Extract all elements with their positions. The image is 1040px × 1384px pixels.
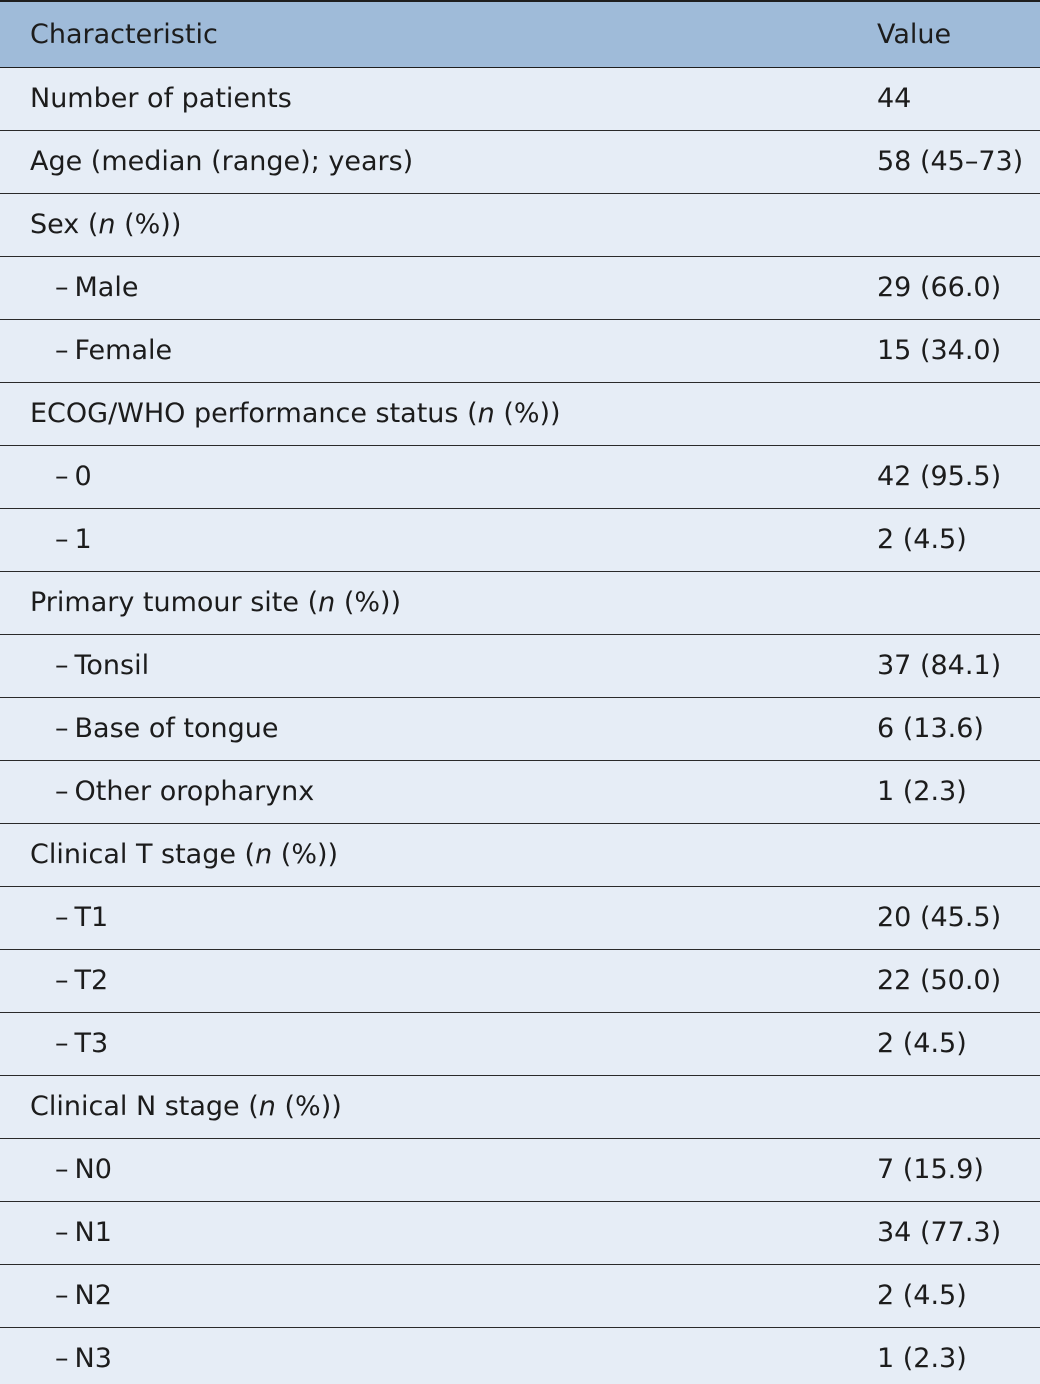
label-cell — [0, 67, 847, 130]
unit-suffix: (%)) — [335, 587, 402, 618]
sub-label-cell — [0, 508, 847, 571]
value-cell — [847, 823, 1040, 886]
row-label: Clinical T stage — [30, 839, 236, 870]
row-label: 1 — [74, 524, 92, 555]
unit-prefix: ( — [458, 398, 478, 429]
header-value: Value — [847, 1, 1040, 67]
row-label: Male — [74, 272, 139, 303]
row-label: Other oropharynx — [74, 776, 315, 807]
value-cell: 44 — [847, 67, 1040, 130]
table-row — [0, 193, 1040, 256]
table-row — [0, 256, 1040, 319]
row-label: 0 — [74, 461, 92, 492]
sub-label-cell — [0, 634, 847, 697]
row-label: Number of patients — [30, 83, 292, 114]
sub-label-cell — [0, 256, 847, 319]
dash-marker: – — [55, 335, 69, 366]
section-label-cell — [0, 571, 847, 634]
value-cell: 15 (34.0) — [847, 319, 1040, 382]
section-label-cell — [0, 193, 847, 256]
sub-label-cell — [0, 319, 847, 382]
table-row — [0, 1201, 1040, 1264]
value-cell: 58 (45–73) — [847, 130, 1040, 193]
table-row — [0, 319, 1040, 382]
row-label: Female — [74, 335, 173, 366]
table-body — [0, 67, 1040, 1384]
row-label: N1 — [74, 1217, 112, 1248]
table-row — [0, 1138, 1040, 1201]
value-cell — [847, 382, 1040, 445]
table-header — [0, 1, 1040, 67]
table-row — [0, 760, 1040, 823]
row-label: N0 — [74, 1154, 112, 1185]
sub-label-cell — [0, 886, 847, 949]
sub-label-cell — [0, 1327, 847, 1384]
value-cell: 37 (84.1) — [847, 634, 1040, 697]
dash-marker: – — [55, 902, 69, 933]
value-cell — [847, 1075, 1040, 1138]
dash-marker: – — [55, 1154, 69, 1185]
value-cell: 42 (95.5) — [847, 445, 1040, 508]
sub-label-cell — [0, 760, 847, 823]
table-row — [0, 634, 1040, 697]
section-label-cell — [0, 382, 847, 445]
value-cell: 20 (45.5) — [847, 886, 1040, 949]
sub-label-cell — [0, 697, 847, 760]
unit-prefix: ( — [235, 839, 256, 870]
dash-marker: – — [55, 965, 69, 996]
sub-label-cell — [0, 1138, 847, 1201]
unit-prefix: ( — [299, 587, 319, 618]
label-cell — [0, 130, 847, 193]
table-row — [0, 949, 1040, 1012]
unit-suffix: (%)) — [275, 1091, 342, 1122]
table-row — [0, 823, 1040, 886]
row-label: T1 — [74, 902, 109, 933]
row-label: Age (median (range); years) — [30, 146, 414, 177]
table-row — [0, 445, 1040, 508]
dash-marker: – — [55, 1280, 69, 1311]
row-label: Clinical N stage — [30, 1091, 240, 1122]
section-label-cell — [0, 1075, 847, 1138]
table-row — [0, 1012, 1040, 1075]
dash-marker: – — [55, 461, 69, 492]
value-cell: 29 (66.0) — [847, 256, 1040, 319]
dash-marker: – — [55, 524, 69, 555]
row-label: ECOG/WHO performance status — [30, 398, 459, 429]
header-characteristic: Characteristic — [0, 1, 847, 67]
table-row — [0, 130, 1040, 193]
dash-marker: – — [55, 1028, 69, 1059]
value-cell — [847, 571, 1040, 634]
unit-suffix: (%)) — [494, 398, 561, 429]
row-label: Primary tumour site — [30, 587, 299, 618]
value-cell: 7 (15.9) — [847, 1138, 1040, 1201]
dash-marker: – — [55, 1342, 69, 1374]
dash-marker: – — [55, 713, 69, 744]
value-cell: 1 (2.3) — [847, 1327, 1040, 1384]
value-cell: 22 (50.0) — [847, 949, 1040, 1012]
value-cell: 1 (2.3) — [847, 760, 1040, 823]
sub-label-cell — [0, 1264, 847, 1327]
table-row — [0, 67, 1040, 130]
table-row — [0, 571, 1040, 634]
unit-suffix: (%)) — [272, 839, 339, 870]
value-cell: 34 (77.3) — [847, 1201, 1040, 1264]
value-cell: 2 (4.5) — [847, 508, 1040, 571]
unit-n: n — [258, 1091, 276, 1122]
sub-label-cell — [0, 1012, 847, 1075]
table-row — [0, 1264, 1040, 1327]
value-cell: 6 (13.6) — [847, 697, 1040, 760]
row-label: Base of tongue — [74, 713, 279, 744]
row-label: Tonsil — [74, 650, 150, 681]
table-row — [0, 1075, 1040, 1138]
row-label: N2 — [74, 1280, 112, 1311]
sub-label-cell — [0, 1201, 847, 1264]
header-row — [0, 1, 1040, 67]
unit-n: n — [318, 587, 336, 618]
dash-marker: – — [55, 1217, 69, 1248]
unit-suffix: (%)) — [115, 209, 182, 240]
table-row — [0, 886, 1040, 949]
row-label: T3 — [74, 1028, 109, 1059]
table-row — [0, 508, 1040, 571]
unit-n: n — [477, 398, 495, 429]
unit-prefix: ( — [239, 1091, 259, 1122]
unit-n: n — [255, 839, 273, 870]
row-label: T2 — [74, 965, 109, 996]
table-row — [0, 1327, 1040, 1384]
sub-label-cell — [0, 949, 847, 1012]
row-label: Sex — [30, 209, 80, 240]
dash-marker: – — [55, 272, 69, 303]
table-row — [0, 697, 1040, 760]
value-cell: 2 (4.5) — [847, 1012, 1040, 1075]
dash-marker: – — [55, 776, 69, 807]
row-label: N3 — [74, 1342, 112, 1374]
value-cell — [847, 193, 1040, 256]
value-cell: 2 (4.5) — [847, 1264, 1040, 1327]
sub-label-cell — [0, 445, 847, 508]
unit-n: n — [98, 209, 116, 240]
section-label-cell — [0, 823, 847, 886]
dash-marker: – — [55, 650, 69, 681]
table-row — [0, 382, 1040, 445]
unit-prefix: ( — [79, 209, 99, 240]
